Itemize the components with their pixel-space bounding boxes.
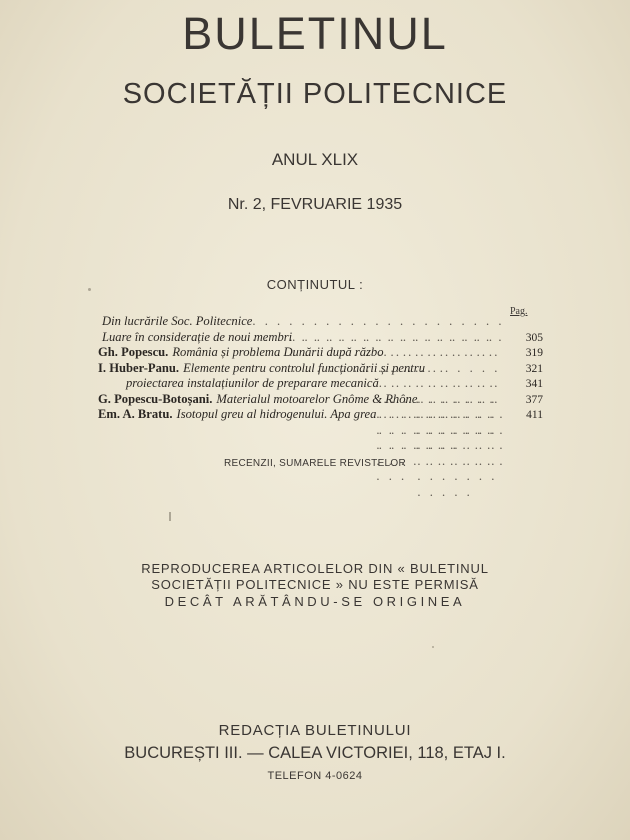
toc-page: 377 — [525, 393, 543, 406]
journal-subtitle: SOCIETĂȚII POLITECNICE — [122, 78, 508, 110]
dot-leader — [376, 407, 507, 485]
toc-entry — [98, 314, 543, 330]
toc-entry — [98, 361, 543, 377]
table-of-contents — [98, 314, 543, 423]
toc-entry — [98, 345, 543, 361]
toc-author: Em. A. Bratu. — [98, 407, 173, 421]
toc-page: 319 — [525, 347, 543, 359]
toc-author: Gh. Popescu. — [98, 345, 169, 359]
office-phone: TELEFON 4-0624 — [267, 770, 363, 782]
paper-blemish — [88, 288, 91, 291]
paper-blemish — [169, 512, 171, 521]
toc-title: Isotopul greu al hidrogenului. Apa grea — [176, 407, 377, 421]
volume-year: ANUL XLIX — [271, 150, 359, 169]
toc-author: G. Popescu-Botoșani. — [98, 391, 213, 406]
toc-entry — [98, 330, 543, 346]
toc-title: proiectarea instalațiunilor de preparare mecanică — [126, 376, 379, 390]
issue-number: Nr. 2, FEVRUARIE 1935 — [227, 196, 403, 213]
editorial-office: REDACȚIA BULETINULUI — [218, 722, 412, 739]
reproduction-notice-line: DECÂT ARĂTÂNDU-SE ORIGINEA — [164, 594, 466, 609]
office-address: BUCUREȘTI III. — CALEA VICTORIEI, 118, ETAJ I. — [124, 744, 506, 762]
toc-entry — [98, 392, 543, 408]
toc-title: Materialul motoarelor Gnôme & Rhône — [216, 391, 418, 406]
toc-page: 341 — [525, 378, 543, 390]
toc-entry — [98, 407, 543, 423]
toc-page: 305 — [525, 331, 543, 344]
toc-title: Luare în considerație de noui membri — [102, 329, 293, 344]
page-column-label: Pag. — [510, 306, 528, 317]
contents-heading: CONȚINUTUL : — [266, 277, 364, 292]
toc-author: I. Huber-Panu. — [98, 360, 180, 375]
toc-title: Din lucrările Soc. Politecnice — [102, 314, 253, 328]
toc-page: 321 — [525, 362, 543, 375]
toc-title: Elemente pentru controlul funcționării și pentru — [183, 360, 425, 375]
toc-page: 411 — [526, 409, 543, 421]
toc-title: România și problema Dunării după războ — [172, 345, 384, 359]
reproduction-notice-line: SOCIETĂȚII POLITECNICE » NU ESTE PERMISĂ — [151, 577, 479, 592]
journal-title: BULETINUL — [182, 8, 448, 59]
toc-entry — [98, 376, 543, 392]
reviews-line: RECENZII, SUMARELE REVISTELOR — [223, 458, 407, 469]
reproduction-notice-line: REPRODUCEREA ARTICOLELOR DIN « BULETINUL — [141, 561, 489, 576]
paper-blemish — [432, 646, 434, 648]
